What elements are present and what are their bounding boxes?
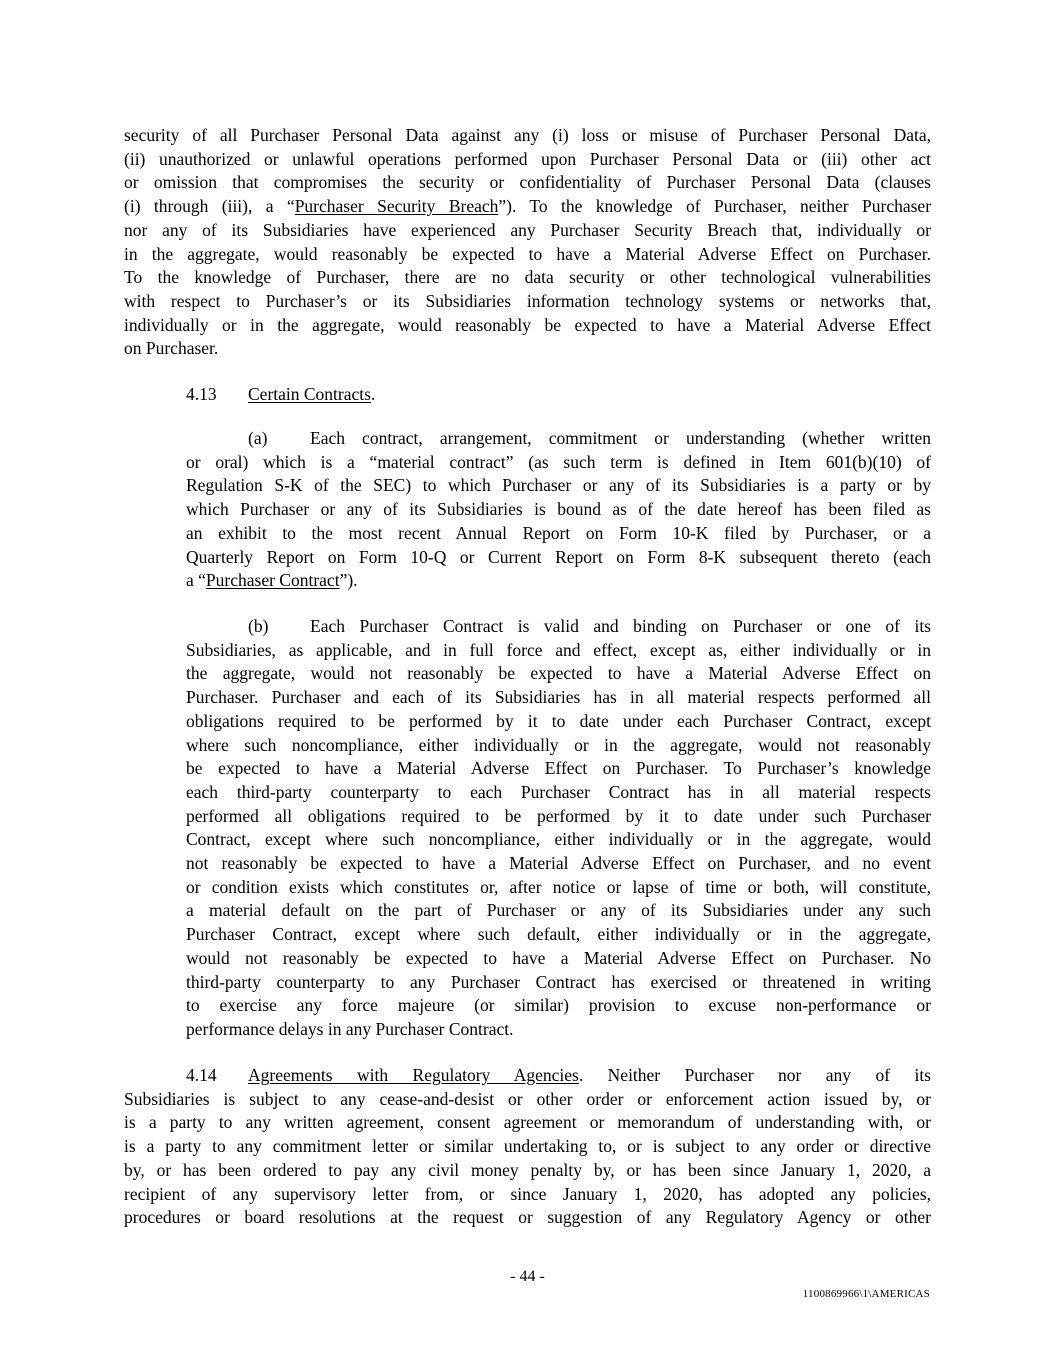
text-line: performed all obligations required to be performed by it to date under such Purchaser — [186, 805, 931, 826]
text-line: security of all Purchaser Personal Data against any (i) loss or misuse of Purchaser Personal Data, — [124, 125, 931, 145]
text-line: where such noncompliance, either individually or in the aggregate, would not reasonably — [186, 734, 931, 755]
text-fragment: Each Purchaser Contract is valid and binding on Purchaser or one of its — [310, 616, 931, 636]
text-line: Quarterly Report on Form 10-Q or Current Report on Form 8-K subsequent thereto (each — [186, 546, 931, 567]
document-id: 1100869966\1\AMERICAS — [802, 1288, 930, 1300]
subsection-label: (a) — [248, 428, 268, 448]
text-line: Subsidiaries is subject to any cease-and-desist or other order or enforcement action issued by, or — [124, 1088, 931, 1109]
page-number: - 44 - — [510, 1268, 545, 1285]
text-line — [124, 195, 931, 219]
text-line: a material default on the part of Purchaser or any of its Subsidiaries under any such — [186, 900, 931, 921]
text-line: is a party to any commitment letter or similar undertaking to, or is subject to any order or directive — [124, 1136, 931, 1157]
text-line: recipient of any supervisory letter from, or since January 1, 2020, has adopted any policies, — [124, 1183, 931, 1204]
text-line: each third-party counterparty to each Purchaser Contract has in all material respects — [186, 781, 931, 802]
text-line: to exercise any force majeure (or similar) provision to excuse non-performance or — [186, 995, 931, 1016]
text-fragment: a “ — [186, 570, 206, 591]
subsection-b — [186, 615, 931, 1042]
text-line: (ii) unauthorized or unlawful operations performed upon Purchaser Personal Data or (iii) other act — [124, 148, 931, 169]
text-line: Purchaser. Purchaser and each of its Subsidiaries has in all material respects performed all — [186, 687, 931, 708]
text-line: the aggregate, would not reasonably be expected to have a Material Adverse Effect on — [186, 663, 931, 684]
text-line — [124, 1064, 931, 1088]
section-title: Agreements with Regulatory Agencies — [248, 1065, 579, 1085]
text-line: procedures or board resolutions at the request or suggestion of any Regulatory Agency or other — [124, 1207, 931, 1228]
text-line: which Purchaser or any of its Subsidiaries is bound as of the date hereof has been filed as — [186, 499, 931, 520]
defined-term-purchaser-contract: Purchaser Contract — [205, 570, 340, 591]
text-line: be expected to have a Material Adverse Effect on Purchaser. To Purchaser’s knowledge — [186, 758, 931, 779]
text-line: in the aggregate, would reasonably be expected to have a Material Adverse Effect on Purchaser. — [124, 243, 931, 264]
text-line: Purchaser Contract, except where such default, either individually or in the aggregate, — [186, 924, 931, 945]
section-number: 4.14 — [186, 1065, 217, 1085]
text-line: on Purchaser. — [124, 338, 219, 359]
text-line: with respect to Purchaser’s or its Subsidiaries information technology systems or networks that, — [124, 290, 931, 311]
text-line: nor any of its Subsidiaries have experienced any Purchaser Security Breach that, individually or — [124, 219, 931, 240]
text-line — [186, 615, 931, 639]
text-line: or oral) which is a “material contract” (as such term is defined in Item 601(b)(10) of — [186, 451, 931, 472]
text-line: is a party to any written agreement, consent agreement or memorandum of understanding with, or — [124, 1112, 931, 1133]
text-fragment: (i) through (iii), a “ — [124, 196, 295, 217]
text-line: or omission that compromises the security or confidentiality of Purchaser Personal Data (clauses — [124, 172, 931, 193]
text-fragment: . — [370, 384, 376, 404]
text-fragment: Each contract, arrangement, commitment or understanding (whether written — [310, 428, 931, 448]
text-line: obligations required to be performed by it to date under each Purchaser Contract, except — [186, 710, 931, 731]
text-line: or condition exists which constitutes or, after notice or lapse of time or both, will constitute, — [186, 876, 931, 897]
text-line: performance delays in any Purchaser Contract. — [186, 1018, 514, 1039]
text-line: an exhibit to the most recent Annual Report on Form 10-K filed by Purchaser, or a — [186, 522, 931, 543]
defined-term-security-breach: Purchaser Security Breach — [294, 196, 499, 217]
section-4-14 — [124, 1064, 931, 1230]
text-line — [186, 569, 931, 593]
section-heading-4-13 — [186, 383, 375, 407]
text-fragment: ”). To the knowledge of Purchaser, neither Purchaser — [498, 196, 932, 217]
text-line: by, or has been ordered to pay any civil money penalty by, or has been since January 1, 2020, a — [124, 1159, 931, 1180]
text-line: Regulation S-K of the SEC) to which Purchaser or any of its Subsidiaries is a party or by — [186, 475, 931, 496]
text-line: third-party counterparty to any Purchaser Contract has exercised or threatened in writing — [186, 971, 931, 992]
paragraph-security-breach — [124, 124, 931, 361]
text-fragment: . Neither Purchaser nor any of its — [578, 1065, 931, 1085]
subsection-label: (b) — [248, 616, 269, 636]
section-title: Certain Contracts — [248, 384, 371, 404]
text-line: individually or in the aggregate, would reasonably be expected to have a Material Adverse Effect — [124, 314, 931, 335]
text-line: would not reasonably be expected to have a Material Adverse Effect on Purchaser. No — [186, 947, 931, 968]
text-fragment: ”). — [339, 570, 358, 591]
text-line: not reasonably be expected to have a Material Adverse Effect on Purchaser, and no event — [186, 853, 931, 874]
text-line — [186, 427, 931, 451]
section-number: 4.13 — [186, 384, 217, 404]
text-line: Subsidiaries, as applicable, and in full force and effect, except as, either individually or in — [186, 639, 931, 660]
text-line: To the knowledge of Purchaser, there are no data security or other technological vulnerabilities — [124, 267, 931, 288]
subsection-a — [186, 427, 931, 593]
text-line: Contract, except where such noncompliance, either individually or in the aggregate, would — [186, 829, 931, 850]
